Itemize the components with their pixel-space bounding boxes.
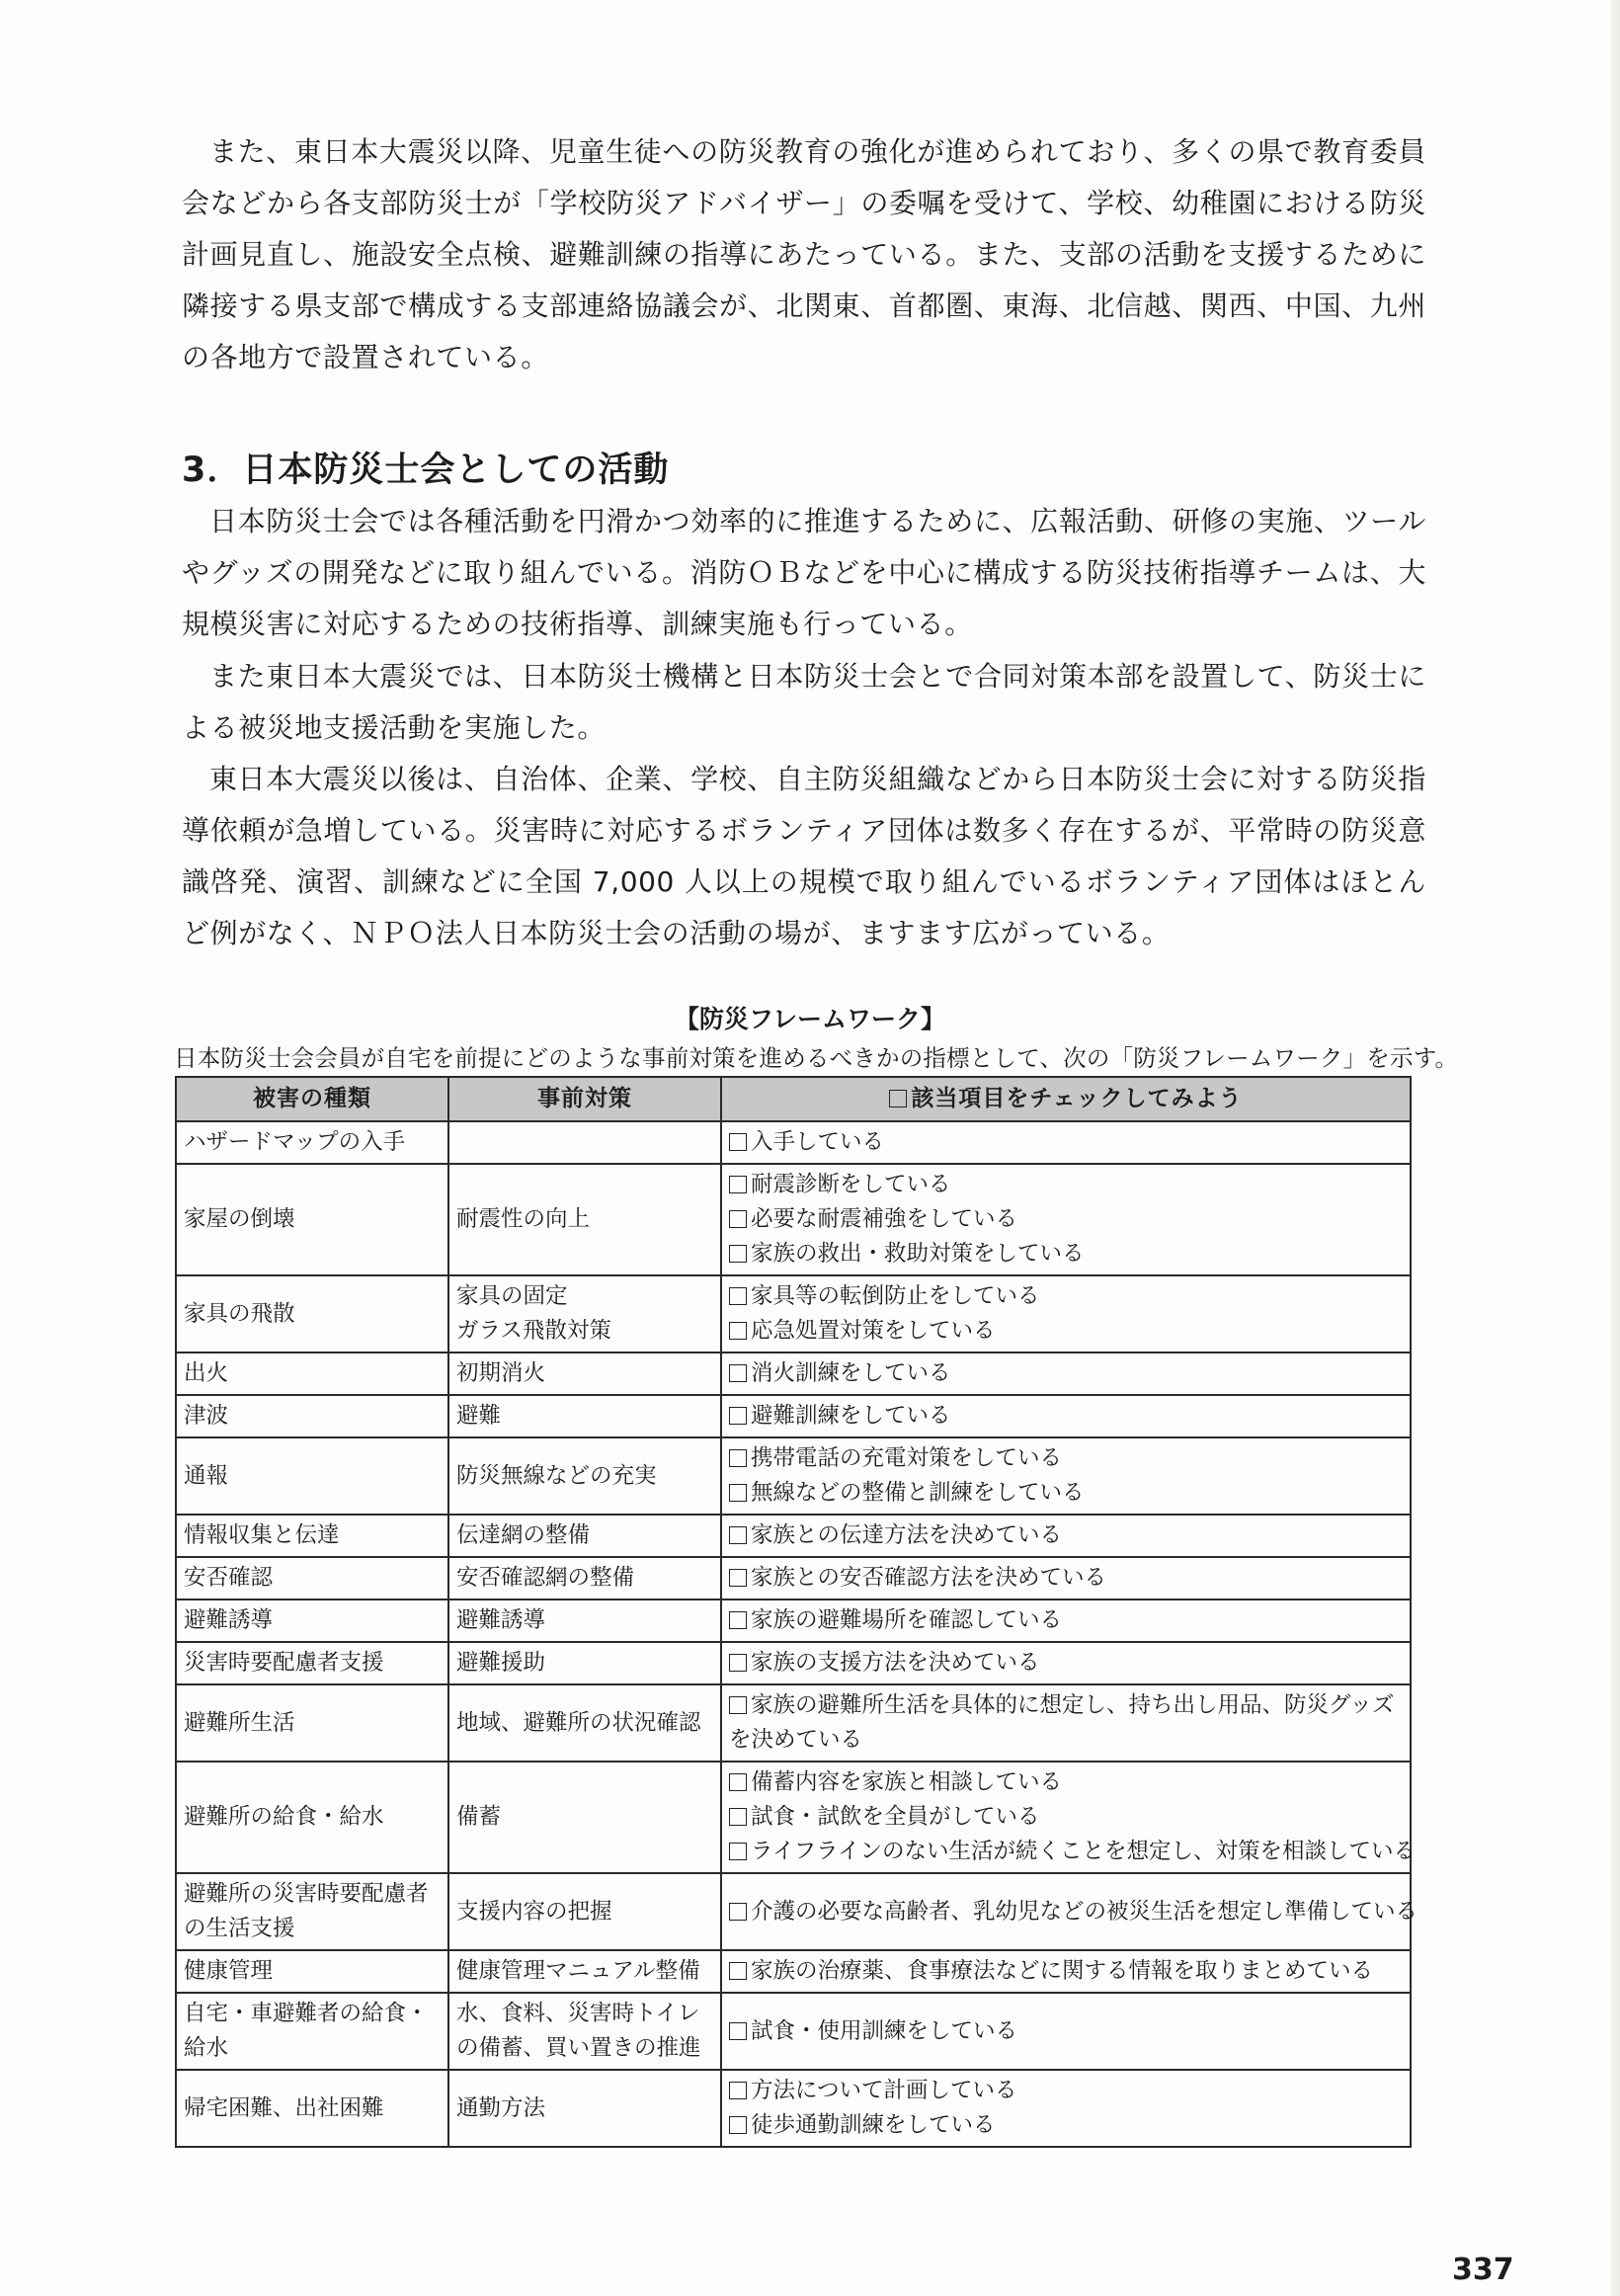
checkbox-icon[interactable] (729, 2022, 747, 2040)
checkbox-icon[interactable] (729, 1696, 747, 1714)
check-item[interactable] (729, 2108, 1403, 2143)
check-items-cell (721, 1275, 1411, 1353)
check-items-cell (721, 1873, 1418, 1950)
pre-measure-text: 避難誘導 (456, 1607, 546, 1633)
pre-measure-text: 避難援助 (456, 1650, 546, 1676)
header-pre-measure: 事前対策 (448, 1077, 721, 1121)
checkbox-icon[interactable] (729, 1364, 747, 1382)
check-item[interactable] (729, 1168, 1403, 1202)
checkbox-icon[interactable] (729, 1484, 747, 1502)
framework-table-body (176, 1121, 1418, 2147)
pre-measure-text: 通勤方法 (456, 2094, 546, 2121)
pre-measure-text: ガラス飛散対策 (456, 1318, 611, 1344)
checkbox-icon[interactable] (729, 1903, 747, 1921)
pre-measure-text: 防災無線などの充実 (456, 1462, 657, 1489)
table-row (176, 1762, 1411, 1873)
header-check-label: 該当項目をチェックしてみよう (911, 1086, 1243, 1111)
checkbox-icon[interactable] (729, 1407, 747, 1425)
table-row (176, 1642, 1411, 1684)
check-items-cell (721, 1164, 1411, 1275)
check-item[interactable] (729, 1356, 1403, 1391)
pre-measure-cell (448, 1993, 721, 2070)
section-heading: 3．日本防災士会としての活動 (182, 451, 670, 490)
checkbox-icon[interactable] (729, 1611, 747, 1629)
pre-measure-cell (448, 1515, 721, 1557)
pre-measure-cell (448, 1353, 721, 1395)
check-items-cell (721, 1599, 1411, 1642)
check-items-cell (721, 1993, 1411, 2070)
check-item-label: 必要な耐震補強をしている (751, 1206, 1018, 1232)
header-check (721, 1077, 1411, 1121)
damage-type-cell: 津波 (176, 1395, 448, 1437)
checkbox-icon[interactable] (729, 1133, 747, 1151)
damage-type-cell: 家屋の倒壊 (176, 1164, 448, 1275)
check-items-cell (721, 1437, 1411, 1515)
check-items-cell (721, 1684, 1411, 1762)
check-item[interactable] (729, 1835, 1416, 1869)
table-header-row (176, 1077, 1411, 1121)
check-item[interactable] (729, 1518, 1403, 1553)
checkbox-icon[interactable] (729, 2116, 747, 2134)
check-item[interactable] (729, 1646, 1403, 1681)
check-item[interactable] (729, 1125, 1403, 1160)
framework-title: 【防災フレームワーク】 (674, 1005, 945, 1033)
pre-measure-cell (448, 1642, 721, 1684)
pre-measure-cell (448, 1437, 721, 1515)
check-item-label: 耐震診断をしている (751, 1172, 951, 1197)
pre-measure-text: 支援内容の把握 (456, 1898, 612, 1925)
checkbox-icon[interactable] (729, 1654, 747, 1672)
pre-measure-cell (448, 1557, 721, 1599)
checkbox-icon[interactable] (729, 1449, 747, 1467)
check-items-cell (721, 1642, 1411, 1684)
check-item-label: 家族との安否確認方法を決めている (751, 1565, 1107, 1591)
table-row (176, 1121, 1411, 1164)
check-item-label: ライフラインのない生活が続くことを想定し、対策を相談している (751, 1839, 1416, 1864)
check-items-cell (721, 1557, 1411, 1599)
paragraph-volunteer-scale: 東日本大震災以後は、自治体、企業、学校、自主防災組織などから日本防災士会に対する防災指導依頼が急増している。災害時に対応するボランティア団体は数多く存在するが、平常時の防災意識啓発、演習、訓練などに全国 7,000 人以上の規模で取り組んでいるボランティア団体はほとんど例がなく、ＮＰＯ法人日本防災士会の活動の場が、ますます広がっている。 (182, 763, 1426, 949)
damage-type-cell: 自宅・車避難者の給食・給水 (176, 1993, 448, 2070)
check-items-cell (721, 1353, 1411, 1395)
table-row (176, 1873, 1411, 1950)
damage-type-cell: 通報 (176, 1437, 448, 1515)
damage-type-cell: 帰宅困難、出社困難 (176, 2070, 448, 2147)
check-item[interactable] (729, 1314, 1403, 1349)
table-row (176, 1275, 1411, 1353)
damage-type-cell: 安否確認 (176, 1557, 448, 1599)
pre-measure-cell (448, 2070, 721, 2147)
paragraph-earthquake-support: また東日本大震災では、日本防災士機構と日本防災士会とで合同対策本部を設置して、防災士による被災地支援活動を実施した。 (182, 660, 1426, 744)
check-item-label: 避難訓練をしている (751, 1403, 951, 1429)
pre-measure-text: 伝達網の整備 (456, 1522, 591, 1548)
checkbox-icon[interactable] (729, 1245, 747, 1263)
damage-type-cell: 家具の飛散 (176, 1275, 448, 1353)
check-item[interactable] (729, 1688, 1403, 1758)
pre-measure-cell (448, 1164, 721, 1275)
checkbox-icon[interactable] (729, 1962, 747, 1980)
check-items-cell (721, 1121, 1411, 1164)
check-item-label: 家具等の転倒防止をしている (751, 1283, 1040, 1309)
check-item[interactable] (729, 1476, 1403, 1511)
table-row (176, 1395, 1411, 1437)
table-row (176, 1164, 1411, 1275)
check-items-cell (721, 1762, 1416, 1873)
check-item[interactable] (729, 1399, 1403, 1434)
check-item-label: 試食・使用訓練をしている (751, 2017, 1018, 2044)
check-item[interactable] (729, 1800, 1403, 1835)
check-item-label: 入手している (751, 1129, 885, 1155)
check-item-label: 徒歩通勤訓練をしている (751, 2112, 996, 2138)
damage-type-cell: 避難誘導 (176, 1599, 448, 1642)
pre-measure-cell (448, 1275, 721, 1353)
check-item-label: 試食・試飲を全員がしている (751, 1804, 1040, 1830)
check-item-label: 消火訓練をしている (751, 1360, 951, 1386)
checkbox-icon[interactable] (729, 1808, 747, 1826)
table-row (176, 1515, 1411, 1557)
checkbox-icon[interactable] (729, 1526, 747, 1544)
pre-measure-text: 安否確認網の整備 (456, 1565, 635, 1591)
check-item-label: 無線などの整備と訓練をしている (751, 1480, 1085, 1506)
damage-type-cell: 健康管理 (176, 1950, 448, 1993)
table-row (176, 1557, 1411, 1599)
pre-measure-text: 初期消火 (456, 1360, 546, 1386)
check-item[interactable] (729, 1441, 1403, 1476)
page-edge-shadow (1610, 0, 1620, 2296)
check-item-label: 備蓄内容を家族と相談している (751, 1769, 1063, 1795)
check-item[interactable] (729, 1202, 1403, 1237)
damage-type-cell: 災害時要配慮者支援 (176, 1642, 448, 1684)
pre-measure-text: 耐震性の向上 (456, 1206, 591, 1232)
checkbox-icon[interactable] (729, 1287, 747, 1305)
check-item[interactable] (729, 2074, 1403, 2108)
damage-type-cell: 避難所の給食・給水 (176, 1762, 448, 1873)
pre-measure-text: 地域、避難所の状況確認 (456, 1709, 701, 1736)
check-item[interactable] (729, 1279, 1403, 1314)
checkbox-icon[interactable] (729, 1773, 747, 1791)
table-row (176, 1437, 1411, 1515)
pre-measure-cell (448, 1762, 721, 1873)
check-item-label: 介護の必要な高齢者、乳幼児などの被災生活を想定し準備している (751, 1898, 1418, 1925)
check-item[interactable] (729, 1561, 1403, 1596)
checkbox-icon[interactable] (729, 1176, 747, 1193)
check-items-cell (721, 1950, 1411, 1993)
checkbox-icon (889, 1090, 907, 1107)
check-item-label: 家族の治療薬、食事療法などに関する情報を取りまとめている (751, 1958, 1374, 1984)
damage-type-cell: 避難所生活 (176, 1684, 448, 1762)
check-item[interactable] (729, 1895, 1418, 1929)
pre-measure-text: 水、食料、災害時トイレの備蓄、買い置きの推進 (456, 2001, 701, 2061)
pre-measure-cell (448, 1395, 721, 1437)
table-row (176, 1993, 1411, 2070)
table-row (176, 1599, 1411, 1642)
table-row (176, 2070, 1411, 2147)
check-item[interactable] (729, 1954, 1403, 1989)
pre-measure-cell (448, 1950, 721, 1993)
table-row (176, 1353, 1411, 1395)
pre-measure-text: 備蓄 (456, 1804, 502, 1830)
check-items-cell (721, 1515, 1411, 1557)
damage-type-cell: ハザードマップの入手 (176, 1121, 448, 1164)
check-item[interactable] (729, 2014, 1403, 2049)
table-row (176, 1684, 1411, 1762)
damage-type-cell: 避難所の災害時要配慮者の生活支援 (176, 1873, 448, 1950)
table-row (176, 1950, 1411, 1993)
pre-measure-text: 家具の固定 (456, 1283, 568, 1309)
pre-measure-text: 健康管理マニュアル整備 (456, 1958, 700, 1984)
header-damage-type: 被害の種類 (176, 1077, 448, 1121)
check-item-label: 家族の支援方法を決めている (751, 1650, 1040, 1676)
check-item-label: 方法について計画している (751, 2078, 1017, 2103)
checkbox-icon[interactable] (729, 1569, 747, 1587)
paragraph-activities: 日本防災士会では各種活動を円滑かつ効率的に推進するために、広報活動、研修の実施、ツールやグッズの開発などに取り組んでいる。消防ＯＢなどを中心に構成する防災技術指導チームは、大規模災害に対応するための技術指導、訓練実施も行っている。 (182, 505, 1426, 640)
damage-type-cell: 出火 (176, 1353, 448, 1395)
checkbox-icon[interactable] (729, 1210, 747, 1228)
pre-measure-cell (448, 1684, 721, 1762)
check-item-label: 家族の避難場所を確認している (751, 1607, 1063, 1633)
check-item-label: 携帯電話の充電対策をしている (751, 1445, 1063, 1471)
check-item[interactable] (729, 1237, 1403, 1271)
pre-measure-text: 避難 (456, 1403, 502, 1429)
pre-measure-cell (448, 1873, 721, 1950)
checkbox-icon[interactable] (729, 1322, 747, 1340)
page-number: 337 (1452, 2253, 1514, 2287)
damage-type-cell: 情報収集と伝達 (176, 1515, 448, 1557)
check-item-label: 家族の避難所生活を具体的に想定し、持ち出し用品、防災グッズを決めている (729, 1692, 1395, 1753)
pre-measure-cell (448, 1121, 721, 1164)
checkbox-icon[interactable] (729, 1843, 747, 1860)
check-item[interactable] (729, 1603, 1403, 1638)
check-item-label: 家族との伝達方法を決めている (751, 1522, 1063, 1548)
check-item-label: 家族の救出・救助対策をしている (751, 1241, 1085, 1267)
check-item[interactable] (729, 1765, 1403, 1800)
check-item-label: 応急処置対策をしている (751, 1318, 996, 1344)
check-items-cell (721, 1395, 1411, 1437)
pre-measure-cell (448, 1599, 721, 1642)
framework-table (175, 1076, 1418, 2148)
paragraph-school-advisor: また、東日本大震災以降、児童生徒への防災教育の強化が進められており、多くの県で教育委員会などから各支部防災士が「学校防災アドバイザー」の委嘱を受けて、学校、幼稚園における防災計画見直し、施設安全点検、避難訓練の指導にあたっている。また、支部の活動を支援するために隣接する県支部で構成する支部連絡協議会が、北関東、首都圏、東海、北信越、関西、中国、九州の各地方で設置されている。 (182, 135, 1426, 373)
framework-intro: 日本防災士会会員が自宅を前提にどのような事前対策を進めるべきかの指標として、次の「防災フレームワーク」を示す。 (174, 1044, 1459, 1072)
check-items-cell (721, 2070, 1411, 2147)
checkbox-icon[interactable] (729, 2082, 747, 2099)
